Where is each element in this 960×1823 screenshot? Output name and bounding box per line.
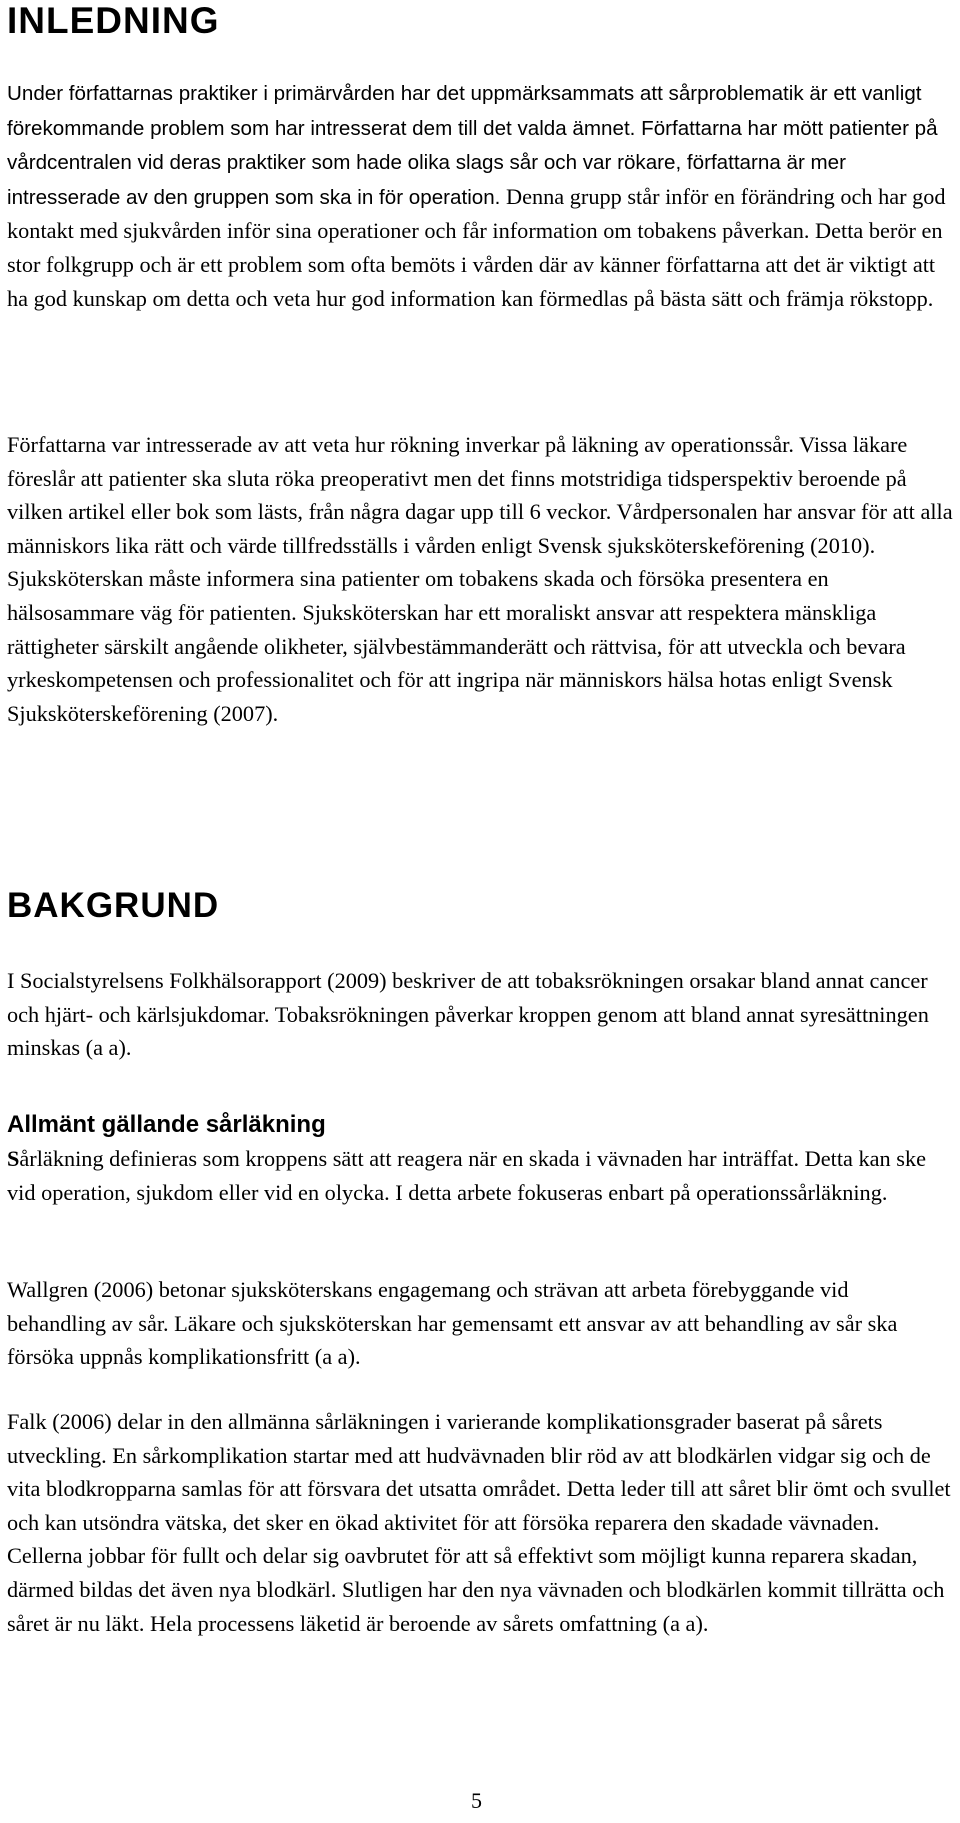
- heading-allmant-sarlakning: Allmänt gällande sårläkning: [7, 1111, 326, 1138]
- paragraph-inledning-1-sans: Under författarnas praktiker i primärvården har det uppmärksammats att sårproblematik är ett vanligt förekommande problem som har intresserat dem till det valda ämnet. Författarna har mött patienter på vårdcentralen vid deras praktiker som hade olika slags sår och var rökare, författarna är mer intresserade av den gruppen som ska in för operation.: [7, 82, 938, 209]
- page-number: 5: [471, 1788, 482, 1813]
- paragraph-sarlakning-1-initial: S: [7, 1146, 20, 1171]
- heading-inledning: INLEDNING: [7, 0, 220, 41]
- paragraph-sarlakning-1-rest: årläkning definieras som kroppens sätt att reagera när en skada i vävnaden har inträffat. Detta kan ske vid operation, sjukdom eller vid en olycka. I detta arbete fokuseras enbart på operationssårläkning.: [7, 1146, 926, 1205]
- paragraph-sarlakning-1: [7, 1142, 953, 1209]
- heading-bakgrund: BAKGRUND: [7, 886, 220, 925]
- paragraph-sarlakning-3: Falk (2006) delar in den allmänna sårläkningen i varierande komplikationsgrader baserat på sårets utveckling. En sårkomplikation startar med att hudvävnaden blir röd av att blodkärlen vidgar sig och de vita blodkropparna samlas för att försvara det utsatta området. Detta leder till att såret blir ömt och svullet och kan utsöndra vätska, det sker en ökad aktivitet för att försöka reparera den skadade vävnaden. Cellerna jobbar för fullt och delar sig oavbrutet för att så effektivt som möjligt kunna reparera skadan, därmed bildas det även nya blodkärl. Slutligen har den nya vävnaden och blodkärlen kommit tillrätta och såret är nu läkt. Hela processens läketid är beroende av sårets omfattning (a a).: [7, 1409, 951, 1636]
- paragraph-bakgrund-1: I Socialstyrelsens Folkhälsorapport (2009) beskriver de att tobaksrökningen orsakar bland annat cancer och hjärt- och kärlsjukdomar. Tobaksrökningen påverkar kroppen genom att bland annat syresättningen minskas (a a).: [7, 968, 929, 1061]
- paragraph-inledning-1-serif: Denna grupp står inför en förändring och har god kontakt med sjukvården inför sina operationer och får information om tobakens påverkan. Detta berör en stor folkgrupp och är ett problem som ofta bemöts i vården där av känner författarna att det är viktigt att ha god kunskap om detta och veta hur god information kan förmedlas på bästa sätt och främja rökstopp.: [7, 183, 946, 311]
- paragraph-inledning-1: [7, 76, 953, 315]
- paragraph-inledning-2: Författarna var intresserade av att veta hur rökning inverkar på läkning av operationssår. Vissa läkare föreslår att patienter ska sluta röka preoperativt men det finns motstridiga tidsperspektiv beroende på vilken artikel eller bok som lästs, från några dagar upp till 6 veckor. Vårdpersonalen har ansvar för att alla människors lika rätt och värde tillfredsställs i vården enligt Svensk sjuksköterskeförening (2010). Sjuksköterskan måste informera sina patienter om tobakens skada och försöka presentera en hälsosammare väg för patienten. Sjuksköterskan har ett moraliskt ansvar att respektera mänskliga rättigheter särskilt angående olikheter, självbestämmanderätt och rättvisa, för att utveckla och bevara yrkeskompetensen och professionalitet och för att ingripa när människors hälsa hotas enligt Svensk Sjuksköterskeförening (2007).: [7, 432, 953, 726]
- paragraph-sarlakning-2: Wallgren (2006) betonar sjuksköterskans engagemang och strävan att arbeta förebyggande vid behandling av sår. Läkare och sjuksköterskan har gemensamt ett ansvar av att behandling av sår ska försöka uppnås komplikationsfritt (a a).: [7, 1277, 898, 1370]
